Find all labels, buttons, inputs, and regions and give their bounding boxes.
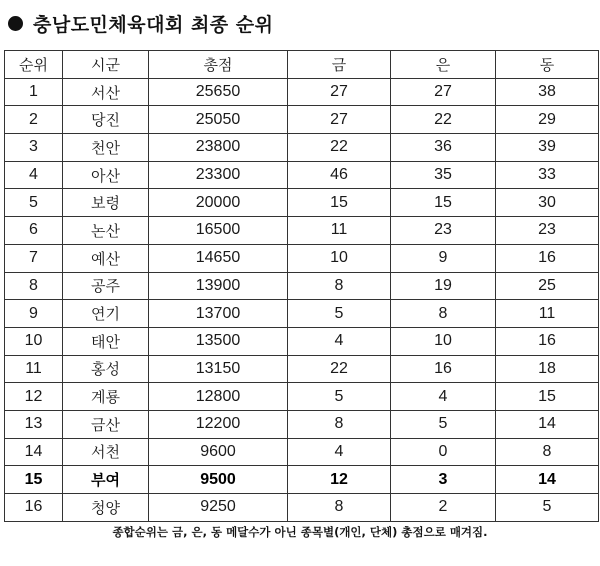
cell-silver: 19 — [391, 272, 496, 300]
cell-rank: 6 — [5, 217, 63, 245]
cell-bronze: 18 — [496, 355, 599, 383]
cell-gold: 8 — [288, 272, 391, 300]
cell-bronze: 15 — [496, 383, 599, 411]
cell-city: 태안 — [63, 327, 149, 355]
table-row — [5, 383, 599, 411]
cell-bronze: 16 — [496, 327, 599, 355]
cell-rank: 10 — [5, 327, 63, 355]
cell-bronze: 23 — [496, 217, 599, 245]
cell-rank: 8 — [5, 272, 63, 300]
cell-rank: 12 — [5, 383, 63, 411]
cell-city: 계룡 — [63, 383, 149, 411]
cell-city: 보령 — [63, 189, 149, 217]
header-gold: 금 — [288, 51, 391, 79]
cell-rank: 4 — [5, 161, 63, 189]
cell-silver: 22 — [391, 106, 496, 134]
table-row — [5, 244, 599, 272]
cell-total: 25650 — [149, 78, 288, 106]
cell-silver: 27 — [391, 78, 496, 106]
cell-total: 12200 — [149, 410, 288, 438]
cell-rank: 13 — [5, 410, 63, 438]
table-row — [5, 106, 599, 134]
cell-gold: 46 — [288, 161, 391, 189]
cell-silver: 0 — [391, 438, 496, 466]
cell-silver: 16 — [391, 355, 496, 383]
cell-total: 25050 — [149, 106, 288, 134]
table-row — [5, 410, 599, 438]
cell-city: 서산 — [63, 78, 149, 106]
cell-rank: 7 — [5, 244, 63, 272]
cell-gold: 22 — [288, 134, 391, 162]
cell-gold: 11 — [288, 217, 391, 245]
table-row — [5, 134, 599, 162]
cell-bronze: 29 — [496, 106, 599, 134]
cell-gold: 12 — [288, 466, 391, 494]
table-row — [5, 300, 599, 328]
cell-bronze: 16 — [496, 244, 599, 272]
cell-bronze: 38 — [496, 78, 599, 106]
cell-silver: 35 — [391, 161, 496, 189]
cell-rank: 14 — [5, 438, 63, 466]
cell-bronze: 14 — [496, 466, 599, 494]
cell-city: 청양 — [63, 494, 149, 522]
cell-bronze: 39 — [496, 134, 599, 162]
table-row — [5, 189, 599, 217]
table-row — [5, 494, 599, 522]
header-rank: 순위 — [5, 51, 63, 79]
cell-silver: 3 — [391, 466, 496, 494]
cell-gold: 8 — [288, 494, 391, 522]
table-body — [5, 78, 599, 521]
cell-total: 23800 — [149, 134, 288, 162]
cell-gold: 4 — [288, 438, 391, 466]
cell-rank: 11 — [5, 355, 63, 383]
header-silver: 은 — [391, 51, 496, 79]
cell-city: 예산 — [63, 244, 149, 272]
cell-city: 금산 — [63, 410, 149, 438]
cell-bronze: 5 — [496, 494, 599, 522]
table-row — [5, 272, 599, 300]
cell-total: 9500 — [149, 466, 288, 494]
header-total: 총점 — [149, 51, 288, 79]
cell-total: 16500 — [149, 217, 288, 245]
cell-total: 9600 — [149, 438, 288, 466]
cell-city: 아산 — [63, 161, 149, 189]
cell-silver: 5 — [391, 410, 496, 438]
cell-silver: 36 — [391, 134, 496, 162]
cell-rank: 1 — [5, 78, 63, 106]
cell-gold: 5 — [288, 300, 391, 328]
cell-total: 9250 — [149, 494, 288, 522]
bullet-icon — [8, 16, 23, 31]
cell-city: 공주 — [63, 272, 149, 300]
cell-total: 13150 — [149, 355, 288, 383]
table-row — [5, 78, 599, 106]
cell-gold: 27 — [288, 106, 391, 134]
cell-bronze: 25 — [496, 272, 599, 300]
cell-gold: 8 — [288, 410, 391, 438]
cell-total: 23300 — [149, 161, 288, 189]
header-bronze: 동 — [496, 51, 599, 79]
cell-bronze: 11 — [496, 300, 599, 328]
cell-gold: 4 — [288, 327, 391, 355]
cell-bronze: 30 — [496, 189, 599, 217]
cell-city: 서천 — [63, 438, 149, 466]
cell-silver: 8 — [391, 300, 496, 328]
cell-city: 천안 — [63, 134, 149, 162]
cell-rank: 15 — [5, 466, 63, 494]
cell-city: 논산 — [63, 217, 149, 245]
cell-total: 20000 — [149, 189, 288, 217]
cell-silver: 9 — [391, 244, 496, 272]
cell-total: 13500 — [149, 327, 288, 355]
cell-gold: 15 — [288, 189, 391, 217]
cell-silver: 23 — [391, 217, 496, 245]
table-row — [5, 438, 599, 466]
cell-city: 홍성 — [63, 355, 149, 383]
cell-gold: 10 — [288, 244, 391, 272]
cell-total: 13700 — [149, 300, 288, 328]
cell-city: 연기 — [63, 300, 149, 328]
cell-bronze: 14 — [496, 410, 599, 438]
page-title — [6, 8, 273, 38]
table-header-row — [5, 51, 599, 79]
cell-rank: 9 — [5, 300, 63, 328]
header-city: 시군 — [63, 51, 149, 79]
table-row — [5, 161, 599, 189]
table-row — [5, 355, 599, 383]
cell-total: 13900 — [149, 272, 288, 300]
footnote: 종합순위는 금, 은, 동 메달수가 아닌 종목별(개인, 단체) 총점으로 매겨짐. — [112, 525, 488, 539]
cell-city: 당진 — [63, 106, 149, 134]
cell-gold: 5 — [288, 383, 391, 411]
table-row — [5, 327, 599, 355]
cell-rank: 2 — [5, 106, 63, 134]
cell-total: 12800 — [149, 383, 288, 411]
cell-city: 부여 — [63, 466, 149, 494]
page-title-text: 충남도민체육대회 최종 순위 — [33, 13, 274, 36]
table-row — [5, 466, 599, 494]
cell-gold: 27 — [288, 78, 391, 106]
table-row — [5, 217, 599, 245]
cell-silver: 4 — [391, 383, 496, 411]
cell-bronze: 33 — [496, 161, 599, 189]
cell-silver: 10 — [391, 327, 496, 355]
cell-rank: 3 — [5, 134, 63, 162]
cell-silver: 15 — [391, 189, 496, 217]
cell-silver: 2 — [391, 494, 496, 522]
cell-gold: 22 — [288, 355, 391, 383]
ranking-table — [4, 50, 599, 522]
cell-total: 14650 — [149, 244, 288, 272]
cell-bronze: 8 — [496, 438, 599, 466]
cell-rank: 16 — [5, 494, 63, 522]
cell-rank: 5 — [5, 189, 63, 217]
